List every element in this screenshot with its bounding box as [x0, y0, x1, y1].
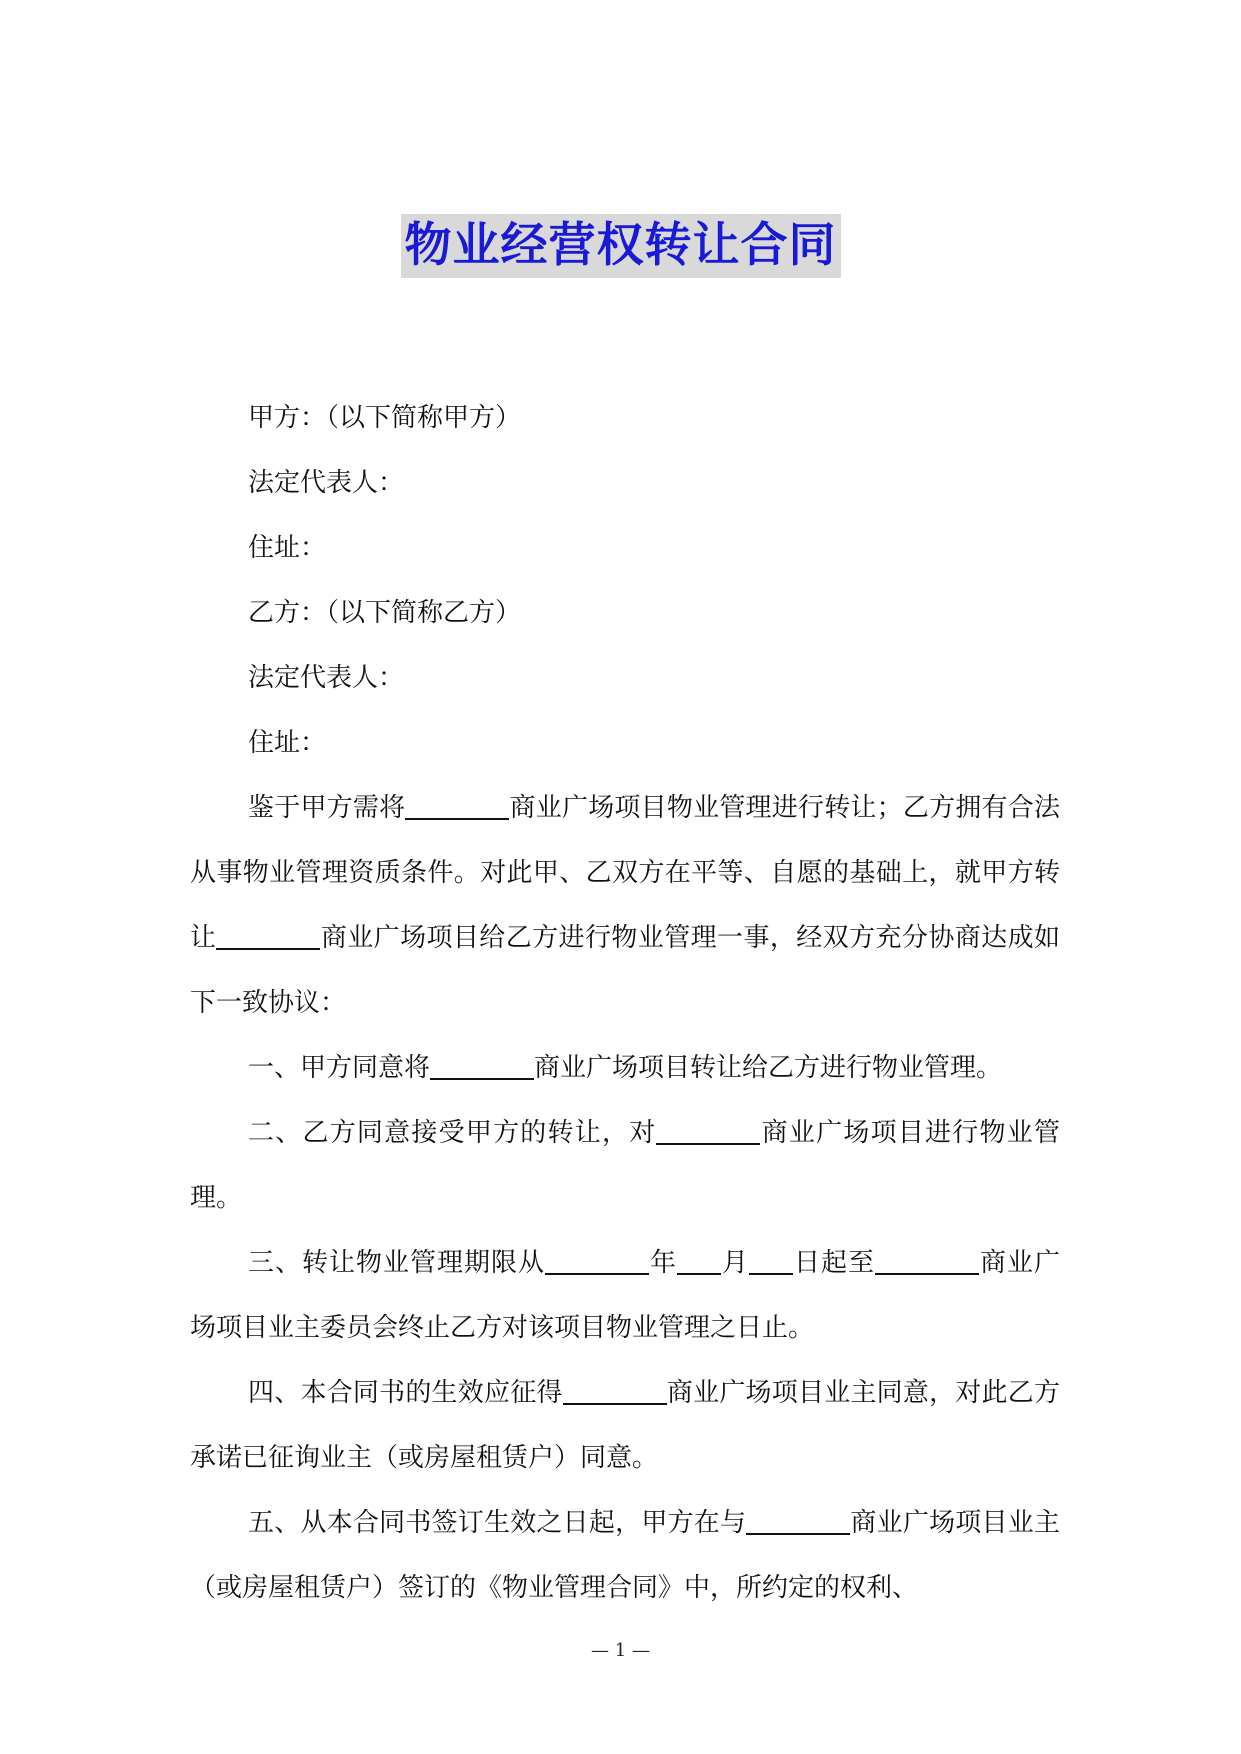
clause-4-text-2: 商业广场项目业主同意，对此乙方承诺已征询业主（或房屋租赁户）同意。: [190, 1378, 1060, 1473]
preamble-text-2: 商业广场项目物业管理进行转让；乙方拥有合法从事物业管理资质条件。对此甲、乙双方在平等、自愿的基础上，就甲方转让: [190, 793, 1060, 953]
party-a-line: 甲方：（以下简称甲方）: [248, 403, 522, 433]
clause-5-text-2: 商业广场项目业主（或房屋租赁户）签订的《物业管理合同》中，所约定的权利、: [190, 1508, 1060, 1603]
title-container: [0, 214, 1241, 278]
clause-1-text-2: 商业广场项目转让给乙方进行物业管理。: [534, 1053, 1003, 1083]
preamble-text-1: 鉴于甲方需将: [248, 793, 406, 823]
blank-line[interactable]: [563, 1377, 667, 1405]
blank-line[interactable]: [746, 1507, 850, 1535]
party-b-representative: 法定代表人：: [248, 663, 405, 693]
clause-5-text-1: 五、从本合同书签订生效之日起，甲方在与: [248, 1508, 747, 1538]
blank-line[interactable]: [545, 1247, 649, 1275]
party-b-line: 乙方：（以下简称乙方）: [248, 598, 522, 628]
blank-line[interactable]: [430, 1052, 534, 1080]
party-a-address: 住址：: [248, 533, 327, 563]
clause-3-text-3: 商业广场项目业主委员会终止乙方对该项目物业管理之日止。: [190, 1248, 1060, 1343]
clause-1-text-1: 一、甲方同意将: [248, 1053, 431, 1083]
clause-4: [190, 1361, 1060, 1491]
document-body: [190, 386, 1060, 1621]
blank-line[interactable]: [749, 1247, 793, 1275]
clause-3-text-2: 日起至: [792, 1248, 875, 1278]
page-number: — 1 —: [591, 1640, 650, 1661]
party-a-representative: 法定代表人：: [248, 468, 405, 498]
clause-3: [190, 1231, 1060, 1361]
clause-2-text-2: 商业广场项目进行物业管理。: [190, 1118, 1060, 1213]
clause-3-month: 月: [720, 1248, 749, 1278]
blank-line[interactable]: [875, 1247, 979, 1275]
blank-line[interactable]: [405, 792, 509, 820]
clause-3-text-1: 三、转让物业管理期限从: [248, 1248, 545, 1278]
clause-5: [190, 1491, 1060, 1621]
clause-3-year: 年: [648, 1248, 677, 1278]
preamble-text-3: 商业广场项目给乙方进行物业管理一事，经双方充分协商达成如下一致协议：: [190, 923, 1060, 1018]
clause-2: [190, 1101, 1060, 1231]
clause-4-text-1: 四、本合同书的生效应征得: [248, 1378, 563, 1408]
document-title: 物业经营权转让合同: [401, 214, 841, 278]
party-b-address: 住址：: [248, 728, 327, 758]
blank-line[interactable]: [656, 1117, 760, 1145]
clause-2-text-1: 二、乙方同意接受甲方的转让，对: [248, 1118, 657, 1148]
preamble-paragraph: [190, 776, 1060, 1036]
blank-line[interactable]: [216, 922, 320, 950]
blank-line[interactable]: [677, 1247, 721, 1275]
clause-1: [190, 1036, 1060, 1101]
